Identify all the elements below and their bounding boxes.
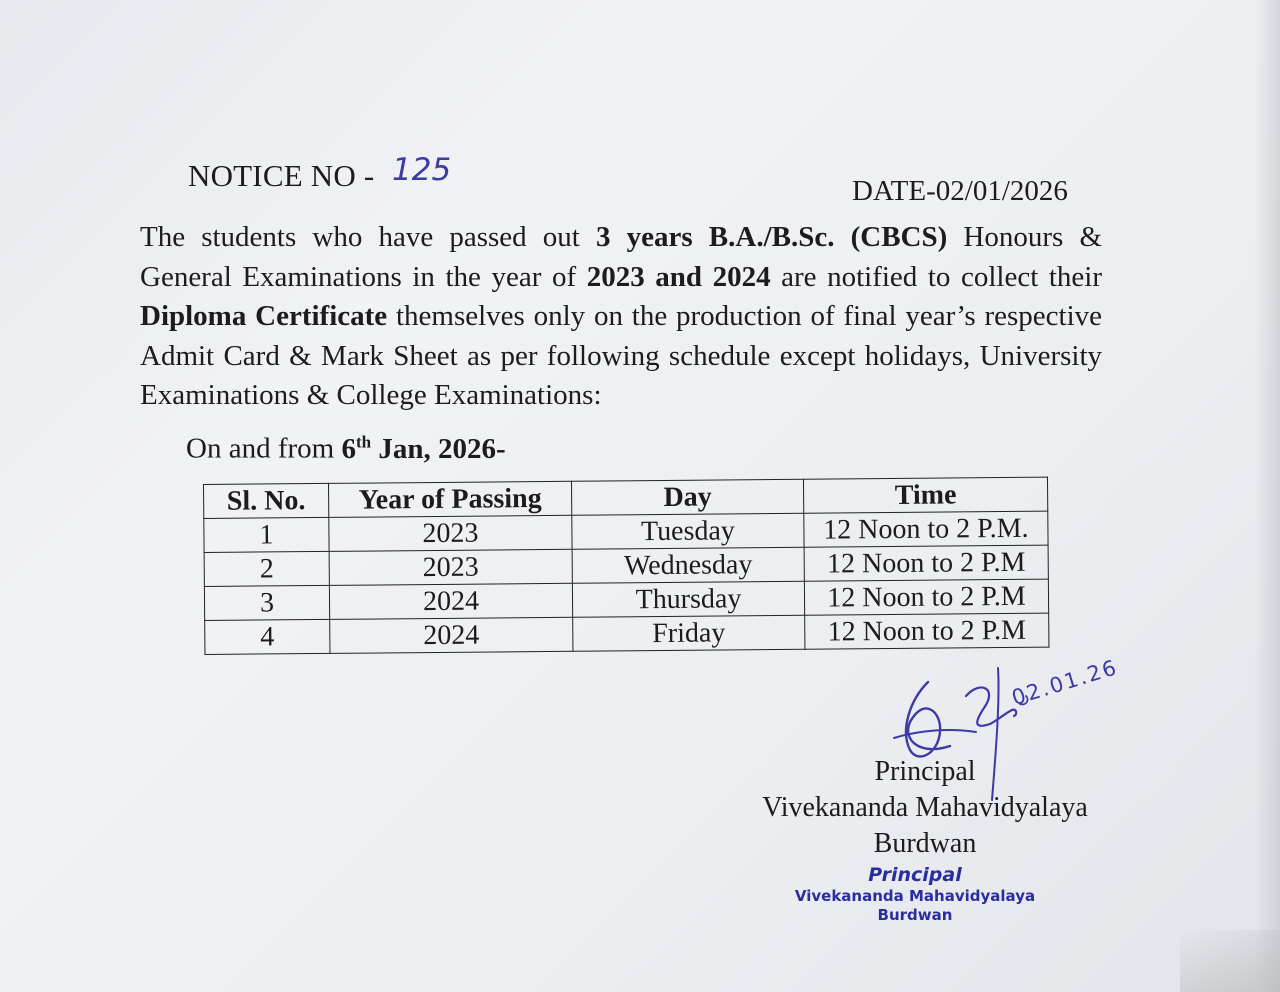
body-bold-course: 3 years B.A./B.Sc. (CBCS) [596, 221, 948, 253]
cell-time: 12 Noon to 2 P.M [804, 579, 1048, 615]
header-day: Day [571, 479, 803, 515]
cell-year: 2024 [330, 617, 573, 653]
header-year-of-passing: Year of Passing [328, 481, 571, 517]
schedule-ordinal: th [355, 432, 372, 451]
header-sl-no: Sl. No. [204, 483, 329, 518]
body-bold-years: 2023 and 2024 [586, 260, 771, 293]
cell-year: 2024 [329, 583, 572, 619]
cell-sl-no: 2 [204, 551, 329, 586]
signatory-institution: Vivekananda Mahavidyalaya [762, 792, 1088, 823]
body-text-1: The students who have passed out [140, 221, 596, 253]
cell-day: Wednesday [572, 547, 804, 583]
table-row [205, 613, 1049, 654]
body-text-4: themselves only on the production of final year’s respective Admit Card & Mark Sheet as per following schedule except holidays, University Examinations & College Examinations: [140, 300, 1103, 411]
stamp-place: Burdwan [877, 906, 953, 924]
notice-body [140, 218, 1102, 416]
schedule-start-line [186, 432, 506, 466]
signatory-place: Burdwan [873, 828, 977, 859]
body-bold-certificate: Diploma Certificate [140, 300, 388, 332]
cell-time: 12 Noon to 2 P.M. [804, 511, 1048, 547]
schedule-table [203, 477, 1049, 655]
cell-day: Thursday [572, 581, 804, 617]
cell-year: 2023 [329, 549, 572, 585]
cell-day: Tuesday [572, 513, 804, 549]
signature-date-handwritten: 02.01.26 [1008, 655, 1121, 710]
schedule-prefix: On and from [186, 432, 342, 465]
cell-time: 12 Noon to 2 P.M [804, 545, 1048, 581]
cell-year: 2023 [329, 515, 572, 551]
cell-day: Friday [573, 615, 805, 651]
cell-sl-no: 1 [204, 517, 329, 552]
header-time: Time [803, 477, 1047, 513]
cell-sl-no: 4 [205, 619, 330, 654]
notice-number-label: NOTICE NO - [188, 158, 375, 193]
cell-time: 12 Noon to 2 P.M [805, 613, 1049, 649]
signatory-title: Principal [874, 756, 976, 787]
body-text-3: are notified to collect their [770, 260, 1102, 293]
schedule-date [341, 433, 505, 465]
signatory-block [742, 754, 1108, 862]
stamp-title: Principal [868, 864, 962, 886]
schedule-month-year: Jan, 2026- [371, 432, 506, 465]
schedule-day: 6 [341, 432, 356, 465]
official-stamp [790, 864, 1040, 924]
notice-date: DATE-02/01/2026 [852, 175, 1068, 207]
stamp-institution: Vivekananda Mahavidyalaya [794, 887, 1036, 905]
cell-sl-no: 3 [204, 585, 329, 620]
body-text-2: Honours & General Examinations in the year of [140, 221, 1103, 293]
notice-number-handwritten: 125 [392, 152, 452, 188]
